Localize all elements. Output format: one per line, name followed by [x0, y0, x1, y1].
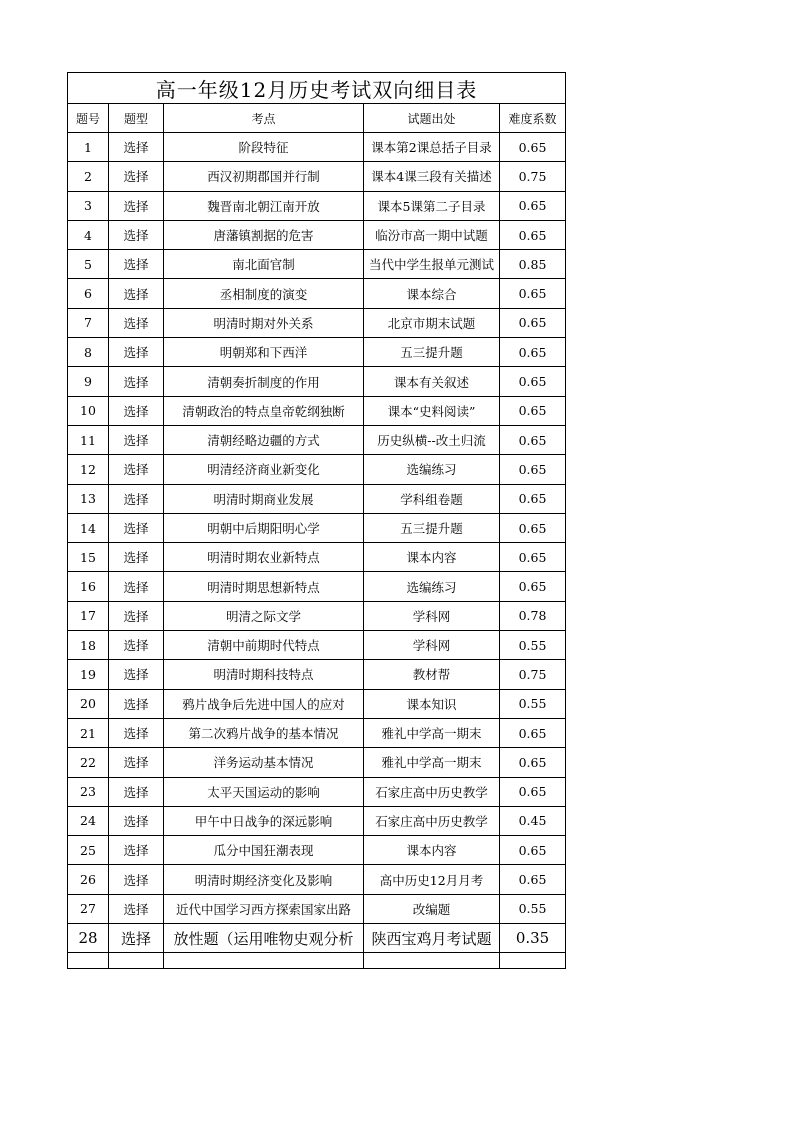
table-row — [68, 455, 566, 484]
topic-cell[interactable]: 清朝奏折制度的作用 — [164, 367, 364, 396]
topic-cell[interactable]: 明清时期思想新特点 — [164, 572, 364, 601]
question-no-cell[interactable]: 28 — [68, 924, 109, 953]
question-type-cell[interactable]: 选择 — [109, 367, 164, 396]
table-row — [68, 894, 566, 923]
question-no-cell[interactable]: 9 — [68, 367, 109, 396]
source-cell[interactable]: 石家庄高中历史教学 — [364, 806, 500, 835]
source-cell[interactable]: 高中历史12月月考 — [364, 865, 500, 894]
table-row — [68, 367, 566, 396]
question-no-cell[interactable]: 15 — [68, 543, 109, 572]
topic-cell[interactable]: 明清时期科技特点 — [164, 660, 364, 689]
difficulty-cell[interactable]: 0.65 — [500, 572, 566, 601]
difficulty-cell[interactable]: 0.65 — [500, 220, 566, 249]
question-type-cell[interactable]: 选择 — [109, 836, 164, 865]
table-row — [68, 718, 566, 747]
source-cell[interactable]: 选编练习 — [364, 572, 500, 601]
header-question-no[interactable]: 题号 — [68, 104, 109, 133]
difficulty-cell[interactable]: 0.55 — [500, 631, 566, 660]
topic-cell[interactable]: 南北面官制 — [164, 250, 364, 279]
header-difficulty[interactable]: 难度系数 — [500, 104, 566, 133]
question-no-cell[interactable]: 16 — [68, 572, 109, 601]
source-cell[interactable]: 北京市期末试题 — [364, 308, 500, 337]
source-cell[interactable]: 课本有关叙述 — [364, 367, 500, 396]
topic-text: 放性题（运用唯物史观分析 — [173, 929, 354, 948]
difficulty-cell[interactable]: 0.78 — [500, 601, 566, 630]
table-row — [68, 191, 566, 220]
topic-cell[interactable]: 明朝中后期阳明心学 — [164, 513, 364, 542]
table-row — [68, 924, 566, 953]
question-type-cell[interactable]: 选择 — [109, 484, 164, 513]
table-row — [68, 631, 566, 660]
difficulty-cell[interactable]: 0.65 — [500, 308, 566, 337]
empty-cell[interactable] — [68, 953, 109, 969]
question-type-cell[interactable]: 选择 — [109, 513, 164, 542]
source-cell[interactable]: 临汾市高一期中试题 — [364, 220, 500, 249]
question-type-cell[interactable]: 选择 — [109, 806, 164, 835]
question-type-cell[interactable]: 选择 — [109, 220, 164, 249]
difficulty-cell[interactable]: 0.65 — [500, 513, 566, 542]
question-no-cell[interactable]: 6 — [68, 279, 109, 308]
source-cell[interactable]: 教材帮 — [364, 660, 500, 689]
question-no-cell[interactable]: 10 — [68, 396, 109, 425]
question-type-cell[interactable]: 选择 — [109, 191, 164, 220]
question-type-cell[interactable]: 选择 — [109, 601, 164, 630]
difficulty-cell[interactable]: 0.65 — [500, 718, 566, 747]
source-cell[interactable]: 课本第2课总括子目录 — [364, 133, 500, 162]
table-row — [68, 777, 566, 806]
difficulty-cell[interactable]: 0.65 — [500, 484, 566, 513]
difficulty-cell[interactable]: 0.85 — [500, 250, 566, 279]
question-no-cell[interactable]: 13 — [68, 484, 109, 513]
question-type-cell[interactable]: 选择 — [109, 162, 164, 191]
topic-cell[interactable]: 明清时期对外关系 — [164, 308, 364, 337]
source-cell[interactable]: 历史纵横--改土归流 — [364, 425, 500, 454]
difficulty-cell[interactable]: 0.55 — [500, 894, 566, 923]
topic-cell[interactable]: 甲午中日战争的深远影响 — [164, 806, 364, 835]
header-topic[interactable]: 考点 — [164, 104, 364, 133]
question-type-cell[interactable]: 选择 — [109, 133, 164, 162]
difficulty-cell[interactable]: 0.65 — [500, 543, 566, 572]
difficulty-cell[interactable]: 0.45 — [500, 806, 566, 835]
difficulty-cell[interactable]: 0.65 — [500, 425, 566, 454]
table-row — [68, 689, 566, 718]
topic-cell[interactable]: 明朝郑和下西洋 — [164, 338, 364, 367]
source-cell[interactable]: 陕西宝鸡月考试题 — [364, 924, 500, 953]
header-row — [68, 104, 566, 133]
question-no-cell[interactable]: 3 — [68, 191, 109, 220]
topic-cell[interactable]: 清朝中前期时代特点 — [164, 631, 364, 660]
question-type-cell[interactable]: 选择 — [109, 308, 164, 337]
table-row — [68, 220, 566, 249]
question-type-cell[interactable]: 选择 — [109, 338, 164, 367]
question-type-cell[interactable]: 选择 — [109, 279, 164, 308]
difficulty-cell[interactable]: 0.65 — [500, 279, 566, 308]
table-row — [68, 133, 566, 162]
topic-cell[interactable]: 清朝政治的特点皇帝乾纲独断 — [164, 396, 364, 425]
question-type-cell[interactable]: 选择 — [109, 924, 164, 953]
header-question-type[interactable]: 题型 — [109, 104, 164, 133]
difficulty-cell[interactable]: 0.75 — [500, 162, 566, 191]
table-row — [68, 250, 566, 279]
difficulty-cell[interactable]: 0.75 — [500, 660, 566, 689]
question-type-cell[interactable]: 选择 — [109, 865, 164, 894]
question-no-cell[interactable]: 4 — [68, 220, 109, 249]
topic-cell[interactable]: 丞相制度的演变 — [164, 279, 364, 308]
question-no-cell[interactable]: 24 — [68, 806, 109, 835]
difficulty-cell[interactable]: 0.65 — [500, 367, 566, 396]
exam-spec-table — [67, 72, 566, 969]
topic-cell[interactable] — [164, 924, 364, 953]
table-row — [68, 308, 566, 337]
difficulty-cell[interactable]: 0.65 — [500, 133, 566, 162]
topic-cell[interactable]: 唐藩镇割据的危害 — [164, 220, 364, 249]
sheet-title[interactable]: 高一年级12月历史考试双向细目表 — [68, 73, 566, 104]
difficulty-cell[interactable]: 0.65 — [500, 396, 566, 425]
source-cell[interactable]: 学科网 — [364, 631, 500, 660]
question-no-cell[interactable]: 7 — [68, 308, 109, 337]
source-cell[interactable]: 石家庄高中历史教学 — [364, 777, 500, 806]
question-no-cell[interactable]: 1 — [68, 133, 109, 162]
table-row — [68, 425, 566, 454]
question-no-cell[interactable]: 27 — [68, 894, 109, 923]
question-type-cell[interactable]: 选择 — [109, 748, 164, 777]
source-cell[interactable]: 课本5课第二子目录 — [364, 191, 500, 220]
source-cell[interactable]: 当代中学生报单元测试 — [364, 250, 500, 279]
question-no-cell[interactable]: 23 — [68, 777, 109, 806]
question-no-cell[interactable]: 2 — [68, 162, 109, 191]
source-cell[interactable]: 选编练习 — [364, 455, 500, 484]
source-cell[interactable]: 学科网 — [364, 601, 500, 630]
topic-cell[interactable]: 清朝经略边疆的方式 — [164, 425, 364, 454]
question-no-cell[interactable]: 20 — [68, 689, 109, 718]
question-no-cell[interactable]: 12 — [68, 455, 109, 484]
header-source[interactable]: 试题出处 — [364, 104, 500, 133]
question-no-cell[interactable]: 14 — [68, 513, 109, 542]
topic-cell[interactable]: 近代中国学习西方探索国家出路 — [164, 894, 364, 923]
table-row — [68, 484, 566, 513]
empty-cell[interactable] — [164, 953, 364, 969]
source-cell[interactable]: 课本知识 — [364, 689, 500, 718]
question-no-cell[interactable]: 22 — [68, 748, 109, 777]
question-type-cell[interactable]: 选择 — [109, 425, 164, 454]
empty-cell[interactable] — [364, 953, 500, 969]
difficulty-cell[interactable]: 0.65 — [500, 191, 566, 220]
question-no-cell[interactable]: 18 — [68, 631, 109, 660]
question-type-cell[interactable]: 选择 — [109, 777, 164, 806]
question-type-cell[interactable]: 选择 — [109, 894, 164, 923]
table-row — [68, 601, 566, 630]
table-row — [68, 543, 566, 572]
table-row — [68, 865, 566, 894]
difficulty-cell[interactable]: 0.55 — [500, 689, 566, 718]
question-no-cell[interactable]: 26 — [68, 865, 109, 894]
topic-cell[interactable]: 瓜分中国狂潮表现 — [164, 836, 364, 865]
question-no-cell[interactable]: 21 — [68, 718, 109, 747]
difficulty-cell[interactable]: 0.65 — [500, 836, 566, 865]
question-type-cell[interactable]: 选择 — [109, 396, 164, 425]
difficulty-cell[interactable]: 0.65 — [500, 338, 566, 367]
table-row — [68, 806, 566, 835]
table-row — [68, 572, 566, 601]
source-cell[interactable]: 课本综合 — [364, 279, 500, 308]
table-row — [68, 836, 566, 865]
topic-cell[interactable]: 明清时期农业新特点 — [164, 543, 364, 572]
source-cell[interactable]: 课本4课三段有关描述 — [364, 162, 500, 191]
topic-cell[interactable]: 西汉初期郡国并行制 — [164, 162, 364, 191]
question-type-cell[interactable]: 选择 — [109, 455, 164, 484]
difficulty-cell[interactable]: 0.65 — [500, 748, 566, 777]
topic-cell[interactable]: 明清时期商业发展 — [164, 484, 364, 513]
question-no-cell[interactable]: 19 — [68, 660, 109, 689]
table-row — [68, 279, 566, 308]
topic-cell[interactable]: 魏晋南北朝江南开放 — [164, 191, 364, 220]
empty-row — [68, 953, 566, 969]
source-cell[interactable]: 课本内容 — [364, 543, 500, 572]
table-row — [68, 660, 566, 689]
question-no-cell[interactable]: 8 — [68, 338, 109, 367]
question-type-cell[interactable]: 选择 — [109, 689, 164, 718]
topic-cell[interactable]: 第二次鸦片战争的基本情况 — [164, 718, 364, 747]
source-cell[interactable]: 改编题 — [364, 894, 500, 923]
table-row — [68, 338, 566, 367]
table-row — [68, 513, 566, 542]
table-row — [68, 396, 566, 425]
question-no-cell[interactable]: 25 — [68, 836, 109, 865]
difficulty-cell[interactable]: 0.65 — [500, 455, 566, 484]
topic-cell[interactable]: 阶段特征 — [164, 133, 364, 162]
question-type-cell[interactable]: 选择 — [109, 572, 164, 601]
question-type-cell[interactable]: 选择 — [109, 660, 164, 689]
difficulty-cell[interactable]: 0.65 — [500, 865, 566, 894]
source-cell[interactable]: 五三提升题 — [364, 513, 500, 542]
question-type-cell[interactable]: 选择 — [109, 718, 164, 747]
question-no-cell[interactable]: 11 — [68, 425, 109, 454]
question-no-cell[interactable]: 17 — [68, 601, 109, 630]
source-cell[interactable]: 雅礼中学高一期末 — [364, 718, 500, 747]
source-cell[interactable]: 课本“史料阅读” — [364, 396, 500, 425]
question-type-cell[interactable]: 选择 — [109, 543, 164, 572]
source-cell[interactable]: 课本内容 — [364, 836, 500, 865]
empty-cell[interactable] — [109, 953, 164, 969]
source-cell[interactable]: 五三提升题 — [364, 338, 500, 367]
empty-cell[interactable] — [500, 953, 566, 969]
difficulty-cell[interactable]: 0.65 — [500, 777, 566, 806]
question-type-cell[interactable]: 选择 — [109, 631, 164, 660]
topic-cell[interactable]: 鸦片战争后先进中国人的应对 — [164, 689, 364, 718]
topic-cell[interactable]: 明清之际文学 — [164, 601, 364, 630]
question-type-cell[interactable]: 选择 — [109, 250, 164, 279]
topic-cell[interactable]: 明清经济商业新变化 — [164, 455, 364, 484]
source-cell[interactable]: 学科组卷题 — [364, 484, 500, 513]
topic-cell[interactable]: 明清时期经济变化及影响 — [164, 865, 364, 894]
source-cell[interactable]: 雅礼中学高一期末 — [364, 748, 500, 777]
question-no-cell[interactable]: 5 — [68, 250, 109, 279]
topic-cell[interactable]: 太平天国运动的影响 — [164, 777, 364, 806]
table-row — [68, 162, 566, 191]
table-row — [68, 748, 566, 777]
topic-cell[interactable]: 洋务运动基本情况 — [164, 748, 364, 777]
difficulty-cell[interactable]: 0.35 — [500, 924, 566, 953]
